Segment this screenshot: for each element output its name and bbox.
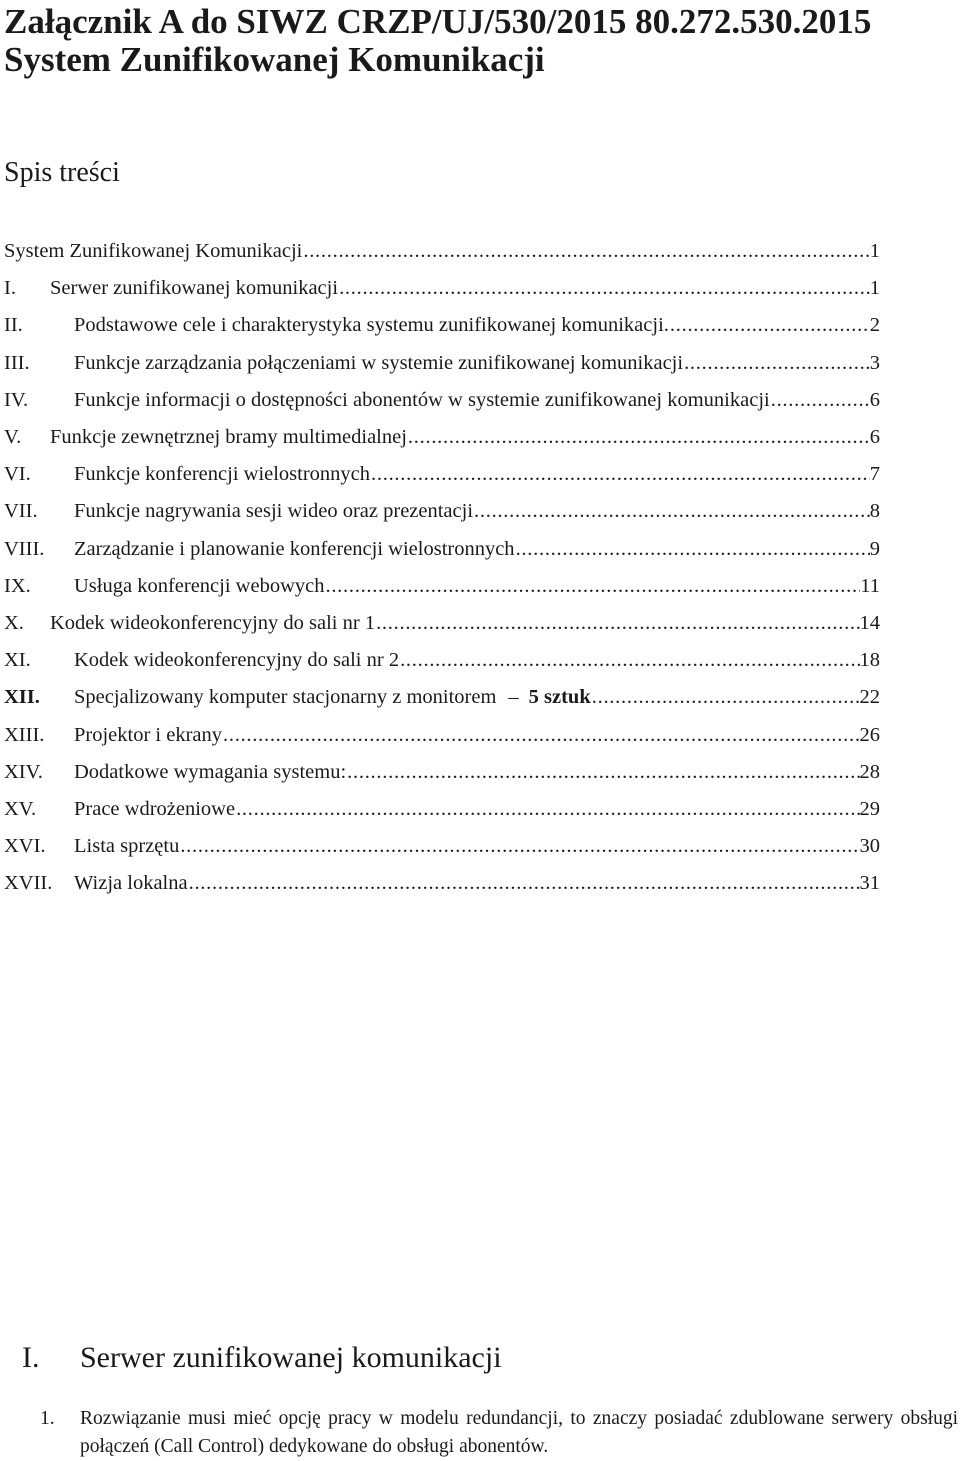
toc-leader-dots xyxy=(346,761,859,784)
toc-entry[interactable] xyxy=(4,828,880,865)
toc-entry-page: 6 xyxy=(869,388,880,411)
section-title: Serwer zunifikowanej komunikacji xyxy=(80,1341,502,1374)
toc-entry-label: Podstawowe cele i charakterystyka systemu zunifikowanej komunikacji. xyxy=(74,314,669,337)
toc-entry-page: 11 xyxy=(860,574,880,597)
toc-entry-number: X. xyxy=(4,611,24,634)
toc-entry-label: Funkcje zarządzania połączeniami w systemie zunifikowanej komunikacji xyxy=(74,351,684,374)
paragraph-text: Rozwiązanie musi mieć opcję pracy w modelu redundancji, to znaczy posiadać zdublowane serwery obsługi połączeń (Call Control) dedykowane do obsługi abonentów. xyxy=(80,1408,958,1457)
toc-entry-number: VIII. xyxy=(4,537,45,560)
toc-heading: Spis treści xyxy=(4,157,120,188)
toc-entry[interactable] xyxy=(4,791,880,828)
toc-leader-dots xyxy=(770,389,870,412)
toc-entry-page: 1 xyxy=(869,277,880,300)
toc-entry-label: Wizja lokalna xyxy=(74,872,188,895)
toc-entry-label: Usługa konferencji webowych xyxy=(74,574,325,597)
toc-entry-number: IV. xyxy=(4,388,29,411)
toc-entry-label: Funkcje zewnętrznej bramy multimedialnej xyxy=(50,426,407,449)
toc-entry-page: 8 xyxy=(869,500,880,523)
toc-entry[interactable] xyxy=(4,382,880,419)
toc-entry-label: Zarządzanie i planowanie konferencji wielostronnych xyxy=(74,537,515,560)
paragraph-number: 1. xyxy=(40,1408,55,1429)
toc-leader-dots xyxy=(222,724,859,747)
toc-leader-dots xyxy=(338,277,870,300)
paragraph xyxy=(40,1405,958,1461)
toc-leader-dots xyxy=(669,314,870,337)
toc-entry[interactable] xyxy=(4,345,880,382)
toc-leader-dots xyxy=(399,649,859,672)
toc-entry[interactable] xyxy=(4,419,880,456)
toc-entry-page: 29 xyxy=(859,797,880,820)
toc-entry-number: XVI. xyxy=(4,835,46,858)
toc-entry-page: 18 xyxy=(859,649,880,672)
toc-leader-dots xyxy=(179,835,859,858)
toc-entry-label: Prace wdrożeniowe xyxy=(74,797,236,820)
toc-entry-page: 6 xyxy=(869,426,880,449)
toc-entry[interactable] xyxy=(4,307,880,344)
toc-entry-label: Kodek wideokonferencyjny do sali nr 2 xyxy=(74,649,400,672)
toc-leader-dots xyxy=(324,575,860,598)
toc-entry[interactable] xyxy=(4,716,880,753)
table-of-contents xyxy=(4,233,880,902)
toc-leader-dots xyxy=(188,872,860,895)
document-title: Załącznik A do SIWZ CRZP/UJ/530/2015 80.272.530.2015 xyxy=(4,2,872,41)
toc-entry-number: II. xyxy=(4,314,23,337)
toc-entry-label: Funkcje informacji o dostępności abonentów w systemie zunifikowanej komunikacji xyxy=(74,388,770,411)
toc-entry-number: XV. xyxy=(4,797,37,820)
toc-entry-label: Kodek wideokonferencyjny do sali nr 1 xyxy=(50,611,376,634)
toc-entry-page: 28 xyxy=(859,760,880,783)
toc-entry-number: III. xyxy=(4,351,30,374)
toc-entry[interactable] xyxy=(4,233,880,270)
toc-entry-page: 9 xyxy=(869,537,880,560)
toc-entry-page: 26 xyxy=(859,723,880,746)
toc-entry[interactable] xyxy=(4,568,880,605)
toc-entry-number: XIII. xyxy=(4,723,45,746)
toc-entry-page: 2 xyxy=(869,314,880,337)
toc-entry-number: I. xyxy=(4,277,16,300)
toc-entry-label: Specjalizowany komputer stacjonarny z monitorem xyxy=(74,686,497,709)
section-heading xyxy=(22,1340,502,1376)
toc-entry-page: 1 xyxy=(869,240,880,263)
toc-entry-number: VI. xyxy=(4,463,31,486)
toc-entry[interactable] xyxy=(4,456,880,493)
toc-entry-number: V. xyxy=(4,426,22,449)
toc-entry-number: XIV. xyxy=(4,760,43,783)
toc-leader-dots xyxy=(407,426,870,449)
toc-entry-label: Serwer zunifikowanej komunikacji xyxy=(50,277,339,300)
section-number: I. xyxy=(22,1341,40,1374)
toc-entry-number: XVII. xyxy=(4,872,53,895)
toc-leader-dots xyxy=(683,352,870,375)
toc-entry[interactable] xyxy=(4,531,880,568)
toc-entry-page: 22 xyxy=(859,686,880,709)
toc-entry[interactable] xyxy=(4,754,880,791)
toc-leader-dots xyxy=(302,240,869,263)
toc-entry-page: 7 xyxy=(869,463,880,486)
toc-leader-dots xyxy=(473,500,870,523)
toc-entry-number: VII. xyxy=(4,500,38,523)
document-subtitle: System Zunifikowanej Komunikacji xyxy=(4,40,545,79)
toc-entry-label: Dodatkowe wymagania systemu: xyxy=(74,760,347,783)
toc-entry-label: Projektor i ekrany xyxy=(74,723,223,746)
toc-leader-dots xyxy=(375,612,859,635)
toc-entry-number: XI. xyxy=(4,649,31,672)
toc-entry-label: System Zunifikowanej Komunikacji xyxy=(4,240,303,263)
toc-entry[interactable] xyxy=(4,270,880,307)
toc-entry[interactable] xyxy=(4,865,880,902)
toc-entry-page: 14 xyxy=(859,611,880,634)
toc-leader-dots xyxy=(515,538,870,561)
toc-leader-dots xyxy=(370,463,870,486)
toc-leader-dots xyxy=(235,798,859,821)
toc-entry-page: 3 xyxy=(869,351,880,374)
toc-entry-label: Lista sprzętu xyxy=(74,835,180,858)
toc-entry-label: Funkcje nagrywania sesji wideo oraz prezentacji xyxy=(74,500,474,523)
toc-entry[interactable] xyxy=(4,493,880,530)
toc-entry-label: Funkcje konferencji wielostronnych xyxy=(74,463,371,486)
toc-entry-number: XII. xyxy=(4,686,40,709)
toc-entry-number: IX. xyxy=(4,574,31,597)
toc-entry-page: 30 xyxy=(859,835,880,858)
toc-leader-dots xyxy=(591,686,860,709)
toc-entry-emphasis: 5 sztuk xyxy=(528,686,591,709)
toc-entry[interactable] xyxy=(4,605,880,642)
toc-entry-page: 31 xyxy=(859,872,880,895)
toc-entry-dash: – xyxy=(508,686,519,709)
toc-entry[interactable] xyxy=(4,642,880,679)
toc-entry[interactable] xyxy=(4,679,880,716)
